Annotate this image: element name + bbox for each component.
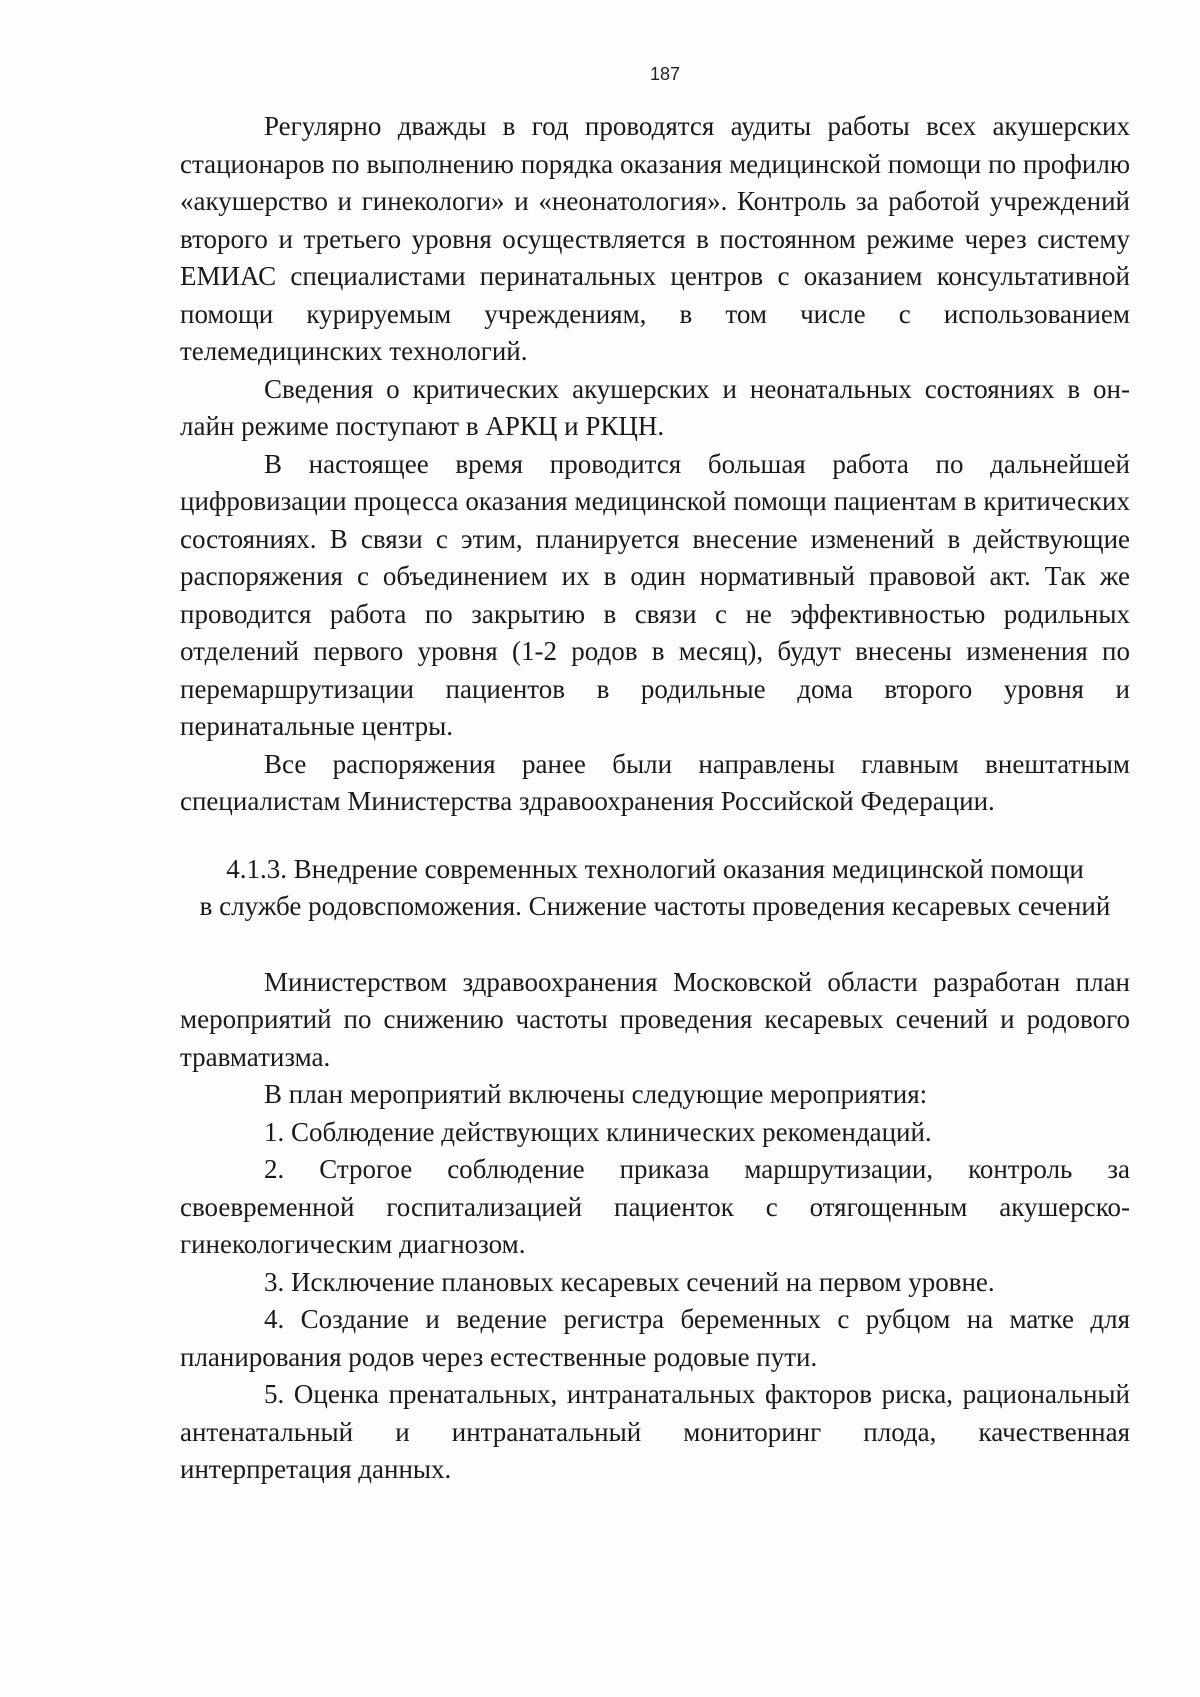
list-item-1: 1. Соблюдение действующих клинических рекомендаций. bbox=[264, 1116, 932, 1147]
list-item-3: 3. Исключение плановых кесаревых сечений на первом уровне. bbox=[264, 1266, 995, 1297]
paragraph-orders-sent: Все распоряжения ранее были направлены главным внештатным специалистам Министерства здравоохранения Российской Федерации. bbox=[180, 748, 1130, 816]
paragraph-audits: Регулярно дважды в год проводятся аудиты работы всех акушерских стационаров по выполнению порядка оказания медицинской помощи по профилю «акушерство и гинекологи» и «неонатология». Контроль за работой учреждений второго и третьего уровня осуществляется в постоянном режиме через систему ЕМИАС специалистами перинатальных центров с оказанием консультативной помощи курируемым учреждениям, в том числе с использованием телемедицинских технологий. bbox=[180, 111, 1130, 366]
list-item-4: 4. Создание и ведение регистра беременных с рубцом на матке для планирования родов через естественные родовые пути. bbox=[180, 1304, 1130, 1372]
section-heading-line-2: в службе родовспоможения. Снижение частоты проведения кесаревых сечений bbox=[199, 891, 1111, 921]
list-item-5: 5. Оценка пренатальных, интранатальных факторов риска, рациональный антенатальный и интранатальный мониторинг плода, качественная интерпретация данных. bbox=[180, 1379, 1130, 1484]
section-heading-line-1: 4.1.3. Внедрение современных технологий оказания медицинской помощи bbox=[226, 853, 1084, 884]
paragraph-critical-states: Сведения о критических акушерских и неонатальных состояниях в он-лайн режиме поступают в АРКЦ и РКЦН. bbox=[180, 373, 1130, 441]
paragraph-digitalization: В настоящее время проводится большая работа по дальнейшей цифровизации процесса оказания медицинской помощи пациентам в критических состояниях. В связи с этим, планируется внесение изменений в действующие распоряжения с объединением их в один нормативный правовой акт. Так же проводится работа по закрытию в связи с не эффективностью родильных отделений первого уровня (1-2 родов в месяц), будут внесены изменения по перемаршрутизации пациентов в родильные дома второго уровня и перинатальные центры. bbox=[180, 448, 1130, 741]
paragraph-plan-includes: В план мероприятий включены следующие мероприятия: bbox=[264, 1079, 928, 1109]
page-number: 187 bbox=[649, 64, 681, 84]
list-item-2: 2. Строгое соблюдение приказа маршрутизации, контроль за своевременной госпитализацией пациенток с отягощенным акушерско-гинекологическим диагнозом. bbox=[180, 1154, 1130, 1259]
spacer bbox=[180, 926, 1130, 964]
paragraph-plan-developed: Министерством здравоохранения Московской области разработан план мероприятий по снижению частоты проведения кесаревых сечений и родового травматизма. bbox=[180, 966, 1130, 1072]
section-heading bbox=[180, 851, 1130, 926]
document-body bbox=[180, 108, 1130, 1489]
